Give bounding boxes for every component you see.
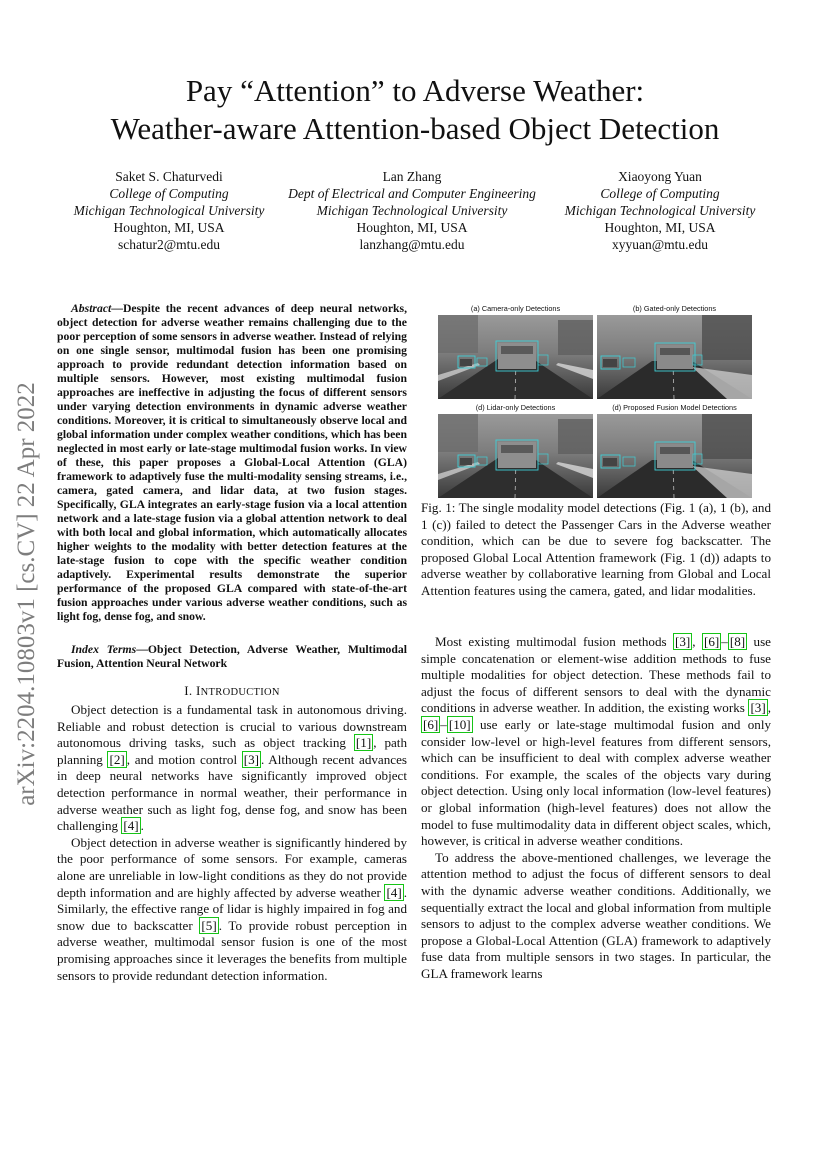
section-number: I. bbox=[184, 683, 196, 698]
author-location: Houghton, MI, USA bbox=[604, 220, 716, 235]
author-location: Houghton, MI, USA bbox=[356, 220, 468, 235]
figure-panel-lidar bbox=[438, 402, 593, 498]
citation-link[interactable]: [5] bbox=[201, 917, 217, 933]
index-terms-label: Index Terms bbox=[71, 643, 137, 656]
road-scene-image bbox=[438, 315, 593, 399]
citation-link[interactable]: [2] bbox=[109, 751, 125, 767]
road-scene-image bbox=[597, 414, 752, 498]
author-email: lanzhang@mtu.edu bbox=[359, 237, 465, 252]
author-dept: Dept of Electrical and Computer Engineering bbox=[288, 186, 536, 201]
right-paragraph-2: To address the above-mentioned challenges, we leverage the attention method to adjust the focus of different sensors to deal with the dynamic adverse weather conditions. Additionally, we sequentially extract the local and global information from multiple sensors to adjust to the complex adverse weather conditions. We propose a Global-Local Attention (GLA) framework to adaptively fuse data from multiple sensors in two stages. In particular, the GLA framework learns bbox=[421, 849, 771, 981]
figure-1 bbox=[438, 303, 756, 493]
section-heading bbox=[57, 683, 407, 702]
right-paragraph-1: Most existing multimodal fusion methods [3] , [6] – [8] use simple concatenation or element-wise addition methods to fuse multiple modalities for object detection. These methods fail to adjust the focus of different sensors to deal with the dynamic conditions in adverse weather. In addition, the existing works [3] , [6] – [10] use early or late-stage multimodal fusion and only consider low-level or high-level features from different sensors, which can be insufficient to deal with complex adverse weather conditions. For example, the scales of the objects vary during object detection. Using only local information (low-level features) or global information (high-level features) does not allow the model to fuse multimodality data in different object scales, which, however, is critical in adverse weather conditions. bbox=[421, 634, 771, 849]
citation-link[interactable]: [3] bbox=[243, 751, 260, 767]
panel-caption: (d) Lidar-only Detections bbox=[475, 403, 556, 412]
index-terms-text: —Object Detection, Adverse Weather, Multimodal Fusion, Attention Neural Network bbox=[57, 643, 407, 670]
panel-caption: (d) Proposed Fusion Model Detections bbox=[612, 403, 737, 412]
section-title-initial: I bbox=[196, 683, 201, 698]
author-univ: Michigan Technological University bbox=[73, 203, 265, 218]
author-univ: Michigan Technological University bbox=[564, 203, 756, 218]
author-name: Xiaoyong Yuan bbox=[618, 169, 702, 184]
intro-paragraph-2: Object detection in adverse weather is significantly hindered by the poor performance of some sensors. For example, cameras alone are unreliable in low-light conditions as they do not provide depth information and are highly affected by adverse weather [4] . Similarly, the effective range of lidar is highly impaired in fog and snow due to backscatter [5] . To provide robust perception in adverse weather, multimodal sensor fusion is one of the most promising approaches since it leverages the benefits from multiple sensors to provide redundant detection information. bbox=[57, 834, 407, 983]
author-email: xyyuan@mtu.edu bbox=[611, 237, 709, 252]
citation-link[interactable]: [6] bbox=[704, 634, 720, 649]
citation-link[interactable]: [4] bbox=[386, 884, 402, 900]
citation-link[interactable]: [4] bbox=[123, 818, 139, 834]
figure-panel-gated bbox=[597, 303, 752, 399]
citation-link[interactable]: [8] bbox=[729, 634, 746, 649]
figure-caption: Fig. 1: The single modality model detections (Fig. 1 (a), 1 (b), and 1 (c)) failed to detect the Passenger Cars in the Adverse weather condition, which can be due to severe fog backscatter. The proposed Global Local Attention framework (Fig. 1 (d)) adapts to adverse weather by collaborative learning from Global and Local Attention features using the camera, gated, and lidar modalities. bbox=[421, 500, 771, 598]
intro-paragraph-1: Object detection is a fundamental task in autonomous driving. Reliable and robust detection is crucial to various downstream autonomous driving tasks, such as object tracking [1] , path planning [2] , and motion control [3] . Although recent advances in deep neural networks have significantly improved object detection performance in normal weather, their performance in adverse weather such as light fog, dense fog, and snow has been challenging [4] . bbox=[57, 702, 407, 834]
road-scene-image bbox=[597, 315, 752, 399]
panel-caption: (b) Gated-only Detections bbox=[632, 304, 717, 313]
road-scene-image bbox=[438, 414, 593, 498]
author-email: schatur2@mtu.edu bbox=[117, 237, 221, 252]
author-name: Saket S. Chaturvedi bbox=[115, 169, 223, 184]
author-block-1 bbox=[64, 168, 274, 253]
author-location: Houghton, MI, USA bbox=[113, 220, 225, 235]
author-block-3 bbox=[555, 168, 765, 253]
citation-link[interactable]: [3] bbox=[750, 700, 766, 716]
abstract bbox=[57, 302, 407, 624]
panel-caption: (a) Camera-only Detections bbox=[470, 304, 561, 313]
arxiv-identifier: arXiv:2204.10803v1 [cs.CV] 22 Apr 2022 bbox=[13, 382, 40, 806]
author-dept: College of Computing bbox=[600, 186, 720, 201]
paper-title bbox=[60, 72, 770, 148]
section-title-rest: NTRODUCTION bbox=[200, 687, 280, 698]
citation-link[interactable]: [1] bbox=[355, 735, 372, 751]
citation-link[interactable]: [6] bbox=[423, 716, 439, 732]
author-block-2 bbox=[277, 168, 547, 253]
index-terms bbox=[57, 643, 407, 671]
title-line-1: Pay “Attention” to Adverse Weather: bbox=[185, 73, 645, 108]
author-name: Lan Zhang bbox=[382, 169, 442, 184]
abstract-label: Abstract bbox=[71, 302, 112, 315]
right-column-body bbox=[421, 634, 771, 982]
author-dept: College of Computing bbox=[109, 186, 229, 201]
author-univ: Michigan Technological University bbox=[316, 203, 508, 218]
figure-panel-fusion bbox=[597, 402, 752, 498]
citation-link[interactable]: [3] bbox=[675, 634, 691, 649]
citation-link[interactable]: [10] bbox=[448, 716, 471, 732]
title-line-2: Weather-aware Attention-based Object Detection bbox=[110, 111, 720, 146]
abstract-text: —Despite the recent advances of deep neural networks, object detection for adverse weather remains challenging due to the poor perception of some sensors in adverse weather. Instead of relying on one single sensor, multimodal fusion has been one promising approach to provide redundant detection information based on multiple sensors. However, most existing multimodal fusion approaches are ineffective in adjusting the focus of different sensors under varying detection environments in dynamic adverse weather conditions. Moreover, it is critical to simultaneously observe local and global information under complex weather conditions, which has been neglected in most early or late-stage multimodal fusion works. In view of these, this paper proposes a Global-Local Attention (GLA) framework to adaptively fuse the multi-modality sensing streams, i.e., camera, gated camera, and lidar data, at two fusion stages. Specifically, GLA integrates an early-stage fusion via a local attention network and a late-stage fusion via a global attention network to deal with both local and global information, which automatically allocates higher weights to the modality with better detection features at the late-stage fusion to cope with the specific weather condition adaptively. Experimental results demonstrate the superior performance of the proposed GLA compared with state-of-the-art fusion approaches under various adverse weather conditions, such as light fog, dense fog, and snow. bbox=[57, 302, 407, 623]
figure-panel-camera bbox=[438, 303, 593, 399]
intro-body bbox=[57, 702, 407, 984]
